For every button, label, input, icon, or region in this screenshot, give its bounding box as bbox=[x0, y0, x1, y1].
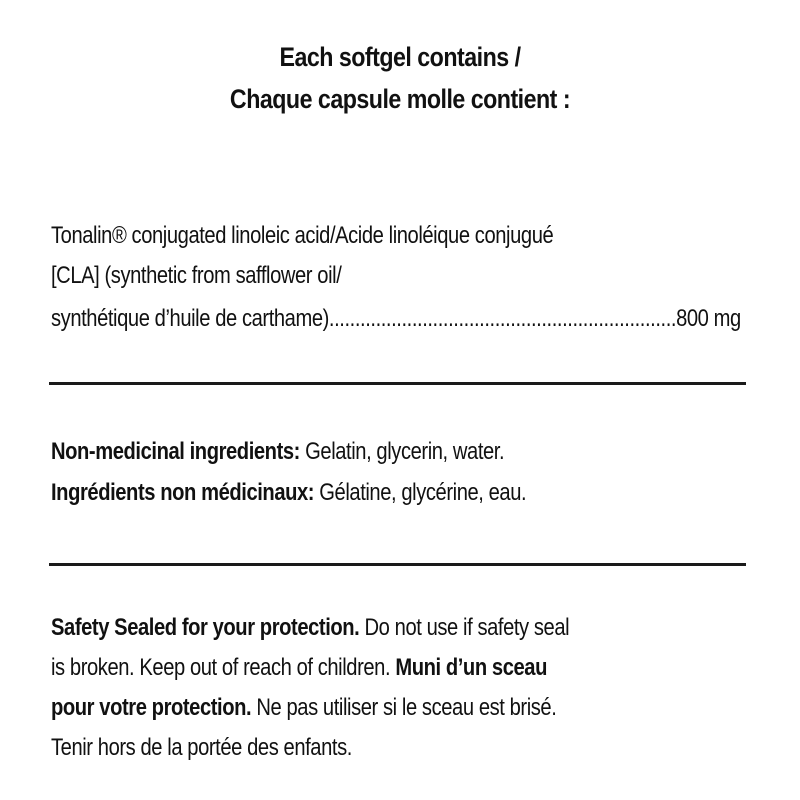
safety-warning-fr: Ne pas utiliser si le sceau est brisé. bbox=[251, 694, 557, 721]
section-divider bbox=[49, 563, 746, 566]
safety-warning-en-cont: is broken. Keep out of reach of children. bbox=[51, 654, 396, 681]
non-medicinal-label-fr: Ingrédients non médicinaux: bbox=[51, 479, 315, 506]
section-divider bbox=[49, 382, 746, 385]
ingredient-amount: 800 mg bbox=[676, 305, 741, 332]
ingredient-amount-row bbox=[51, 305, 741, 333]
dot-leader: ................................................................... bbox=[328, 305, 677, 332]
safety-line-2 bbox=[51, 654, 547, 682]
safety-sealed-fr-cont: pour votre protection. bbox=[51, 694, 252, 721]
ingredient-source-line: [CLA] (synthetic from safflower oil/ bbox=[51, 262, 342, 289]
non-medicinal-english bbox=[51, 438, 504, 466]
safety-sealed-en: Safety Sealed for your protection. bbox=[51, 614, 360, 641]
heading-french: Chaque capsule molle contient : bbox=[229, 84, 571, 114]
safety-sealed-fr: Muni d’un sceau bbox=[395, 654, 547, 681]
ingredient-name-line: Tonalin® conjugated linoleic acid/Acide linoléique conjugué bbox=[51, 222, 554, 249]
non-medicinal-value-en: Gelatin, glycerin, water. bbox=[299, 438, 505, 465]
non-medicinal-value-fr: Gélatine, glycérine, eau. bbox=[314, 479, 527, 506]
non-medicinal-label-en: Non-medicinal ingredients: bbox=[51, 438, 300, 465]
heading-english: Each softgel contains / bbox=[279, 42, 521, 72]
safety-line-3 bbox=[51, 694, 556, 722]
ingredient-source-fr: synthétique d’huile de carthame) bbox=[51, 305, 329, 332]
safety-line-1 bbox=[51, 614, 569, 642]
safety-warning-en: Do not use if safety seal bbox=[359, 614, 570, 641]
safety-line-4: Tenir hors de la portée des enfants. bbox=[51, 734, 352, 761]
non-medicinal-french bbox=[51, 479, 526, 507]
